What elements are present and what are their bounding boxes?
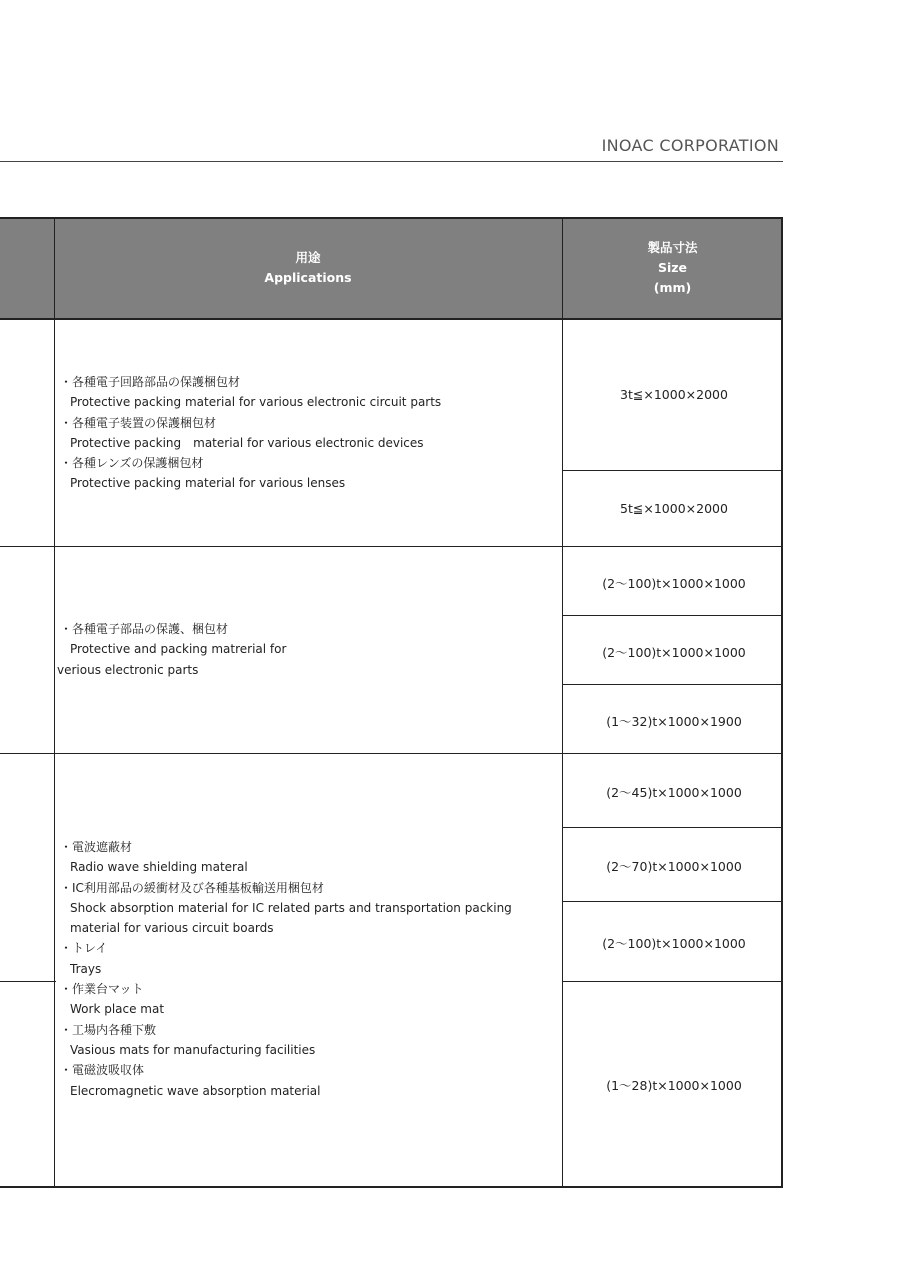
table-top-border bbox=[0, 217, 783, 219]
application-item: Shock absorption material for IC related parts and transportation packing bbox=[70, 900, 512, 915]
size-cell: (2～45)t×1000×1000 bbox=[606, 785, 742, 800]
applications-header-en: Applications bbox=[264, 270, 352, 285]
application-item: Protective packing material for various electronic devices bbox=[70, 435, 424, 450]
size-row-separator bbox=[562, 827, 782, 828]
application-item: Vasious mats for manufacturing facilities bbox=[70, 1042, 316, 1057]
header-bottom-border bbox=[0, 318, 783, 320]
size-cell: 3t≦×1000×2000 bbox=[620, 387, 728, 402]
applications-group-2 bbox=[57, 619, 287, 680]
application-item: ・各種電子部品の保護、梱包材 bbox=[60, 622, 229, 636]
applications-group-3 bbox=[60, 837, 512, 1101]
application-item: ・電磁波吸収体 bbox=[60, 1063, 145, 1078]
application-item: Protective packing material for various lenses bbox=[70, 476, 346, 491]
application-item: ・各種電子回路部品の保護梱包材 bbox=[60, 375, 241, 389]
size-row-separator bbox=[562, 470, 782, 471]
size-cell: (2～100)t×1000×1000 bbox=[602, 645, 746, 660]
header-cell-left bbox=[0, 217, 54, 319]
size-header-unit: (mm) bbox=[653, 280, 692, 295]
group-separator bbox=[0, 546, 783, 547]
size-cell: (2～70)t×1000×1000 bbox=[606, 859, 742, 874]
applications-group-1 bbox=[60, 372, 441, 494]
application-item: Work place mat bbox=[70, 1002, 165, 1017]
size-row-separator bbox=[562, 901, 782, 902]
application-item: Protective and packing matrerial for bbox=[70, 642, 287, 657]
size-cell: (2～100)t×1000×1000 bbox=[602, 576, 746, 591]
header-rule bbox=[0, 161, 783, 162]
application-item: Trays bbox=[70, 961, 102, 976]
size-row-separator bbox=[562, 981, 782, 982]
size-row-separator bbox=[562, 684, 782, 685]
application-item: ・各種電子装置の保護梱包材 bbox=[60, 415, 217, 430]
application-item: ・各種レンズの保護梱包材 bbox=[60, 456, 204, 471]
application-item: verious electronic parts bbox=[57, 662, 199, 677]
application-item: ・IC利用部品の緩衝材及び各種基板輸送用梱包材 bbox=[60, 880, 324, 895]
application-item: material for various circuit boards bbox=[70, 921, 274, 936]
application-item: ・トレイ bbox=[60, 941, 108, 956]
company-name: INOAC CORPORATION bbox=[601, 136, 779, 155]
size-cell: (1～28)t×1000×1000 bbox=[606, 1078, 742, 1093]
application-item: ・電波遮蔽材 bbox=[60, 840, 133, 854]
left-column-separator bbox=[0, 981, 56, 982]
size-header-en: Size bbox=[657, 260, 688, 275]
header-cell-size bbox=[562, 217, 783, 319]
application-item: Protective packing material for various electronic circuit parts bbox=[70, 395, 442, 410]
application-item: ・工場内各種下敷 bbox=[60, 1022, 157, 1037]
column-divider-size bbox=[562, 217, 563, 1188]
header-cell-applications bbox=[54, 217, 562, 319]
column-divider-left bbox=[54, 217, 55, 1188]
size-cell: (1～32)t×1000×1900 bbox=[606, 714, 742, 729]
applications-header-jp: 用途 bbox=[295, 250, 321, 265]
group-separator bbox=[0, 753, 783, 754]
size-cell: 5t≦×1000×2000 bbox=[620, 501, 728, 516]
table-right-border bbox=[781, 217, 783, 1188]
application-item: Elecromagnetic wave absorption material bbox=[70, 1083, 321, 1098]
size-header-jp: 製品寸法 bbox=[647, 240, 698, 255]
application-item: Radio wave shielding materal bbox=[70, 860, 248, 875]
application-item: ・作業台マット bbox=[60, 982, 144, 997]
table-bottom-border bbox=[0, 1186, 783, 1188]
size-cell: (2～100)t×1000×1000 bbox=[602, 936, 746, 951]
size-row-separator bbox=[562, 615, 782, 616]
